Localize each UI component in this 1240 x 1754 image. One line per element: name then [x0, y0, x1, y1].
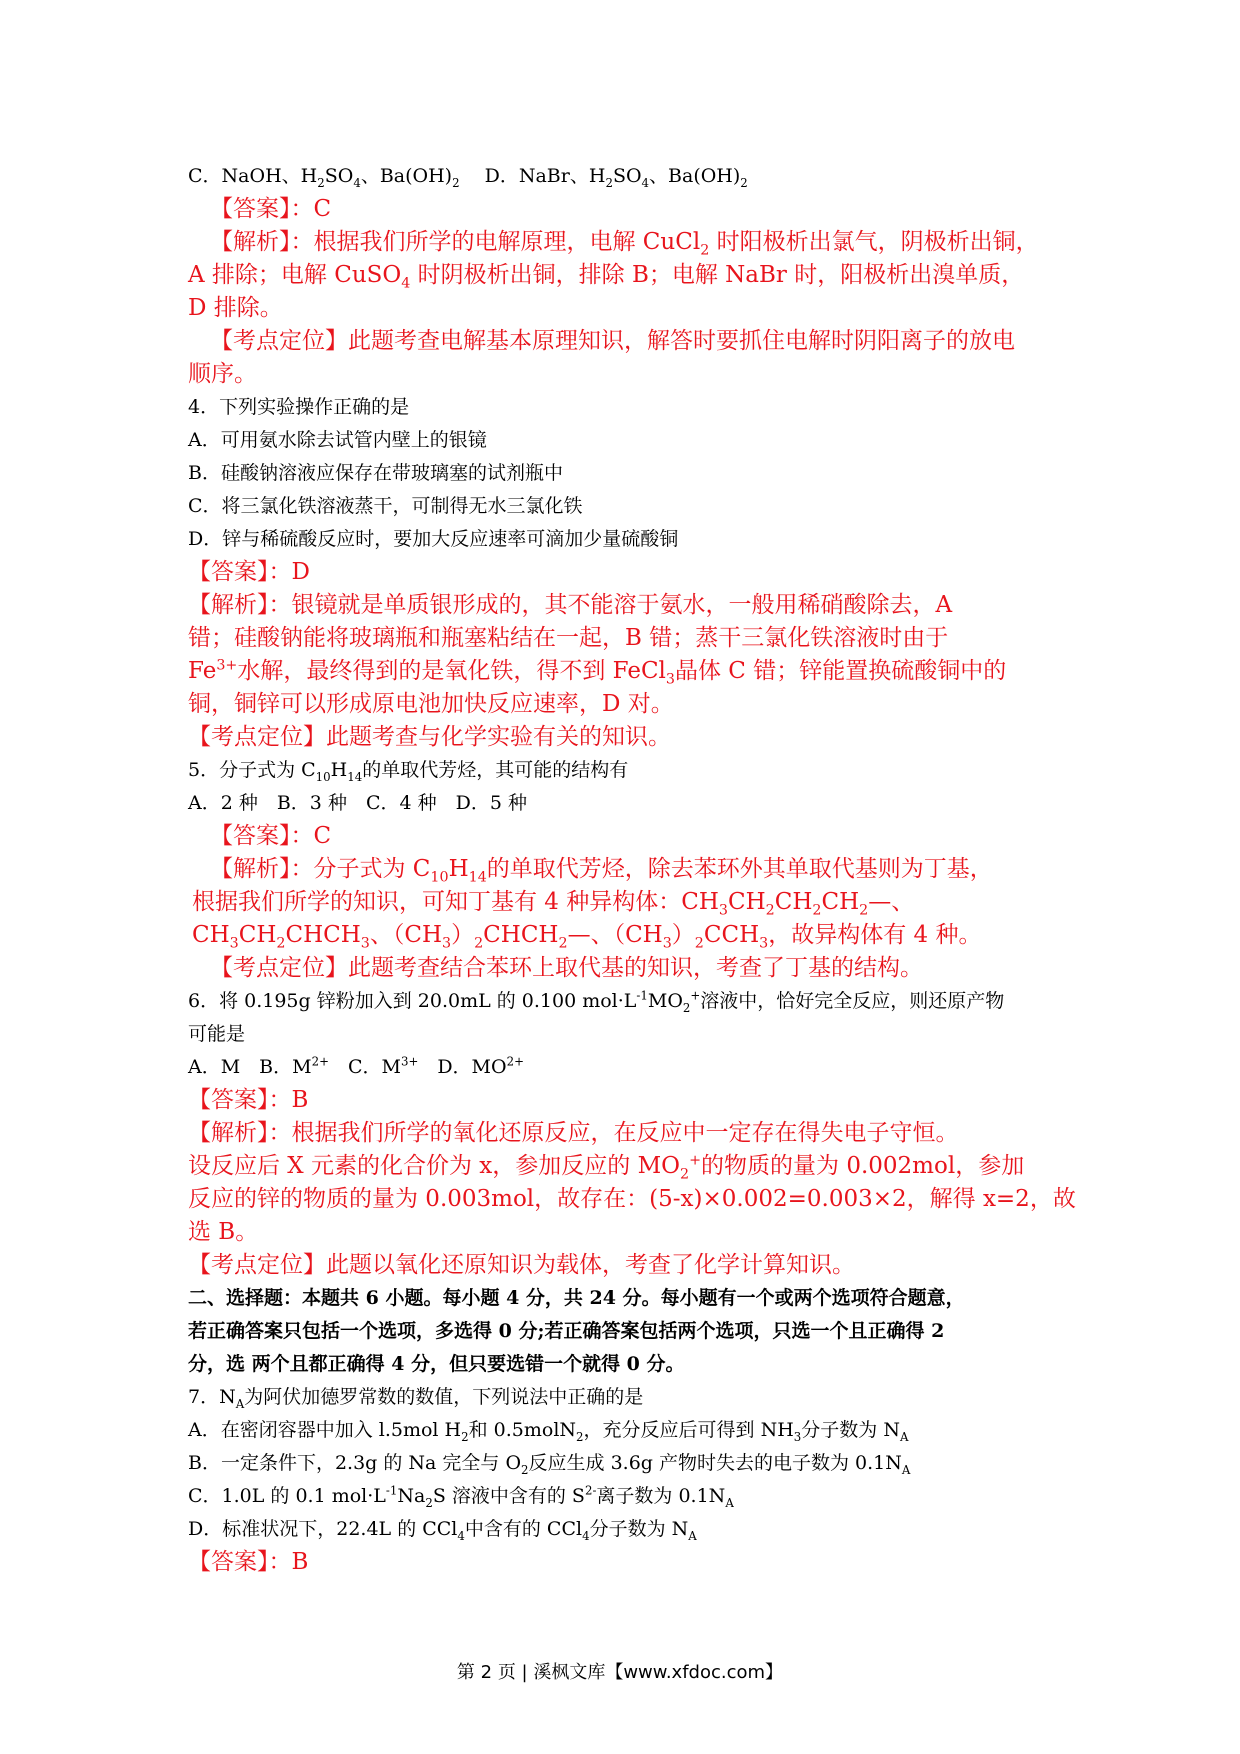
q5-point: 【考点定位】此题考查结合苯环上取代基的知识，考查了丁基的结构。	[210, 955, 923, 981]
q4-analysis-line-2: 错；硅酸钠能将玻璃瓶和瓶塞粘结在一起，B 错；蒸干三氯化铁溶液时由于	[188, 625, 949, 651]
q3-point-line-1: 【考点定位】此题考查电解基本原理知识，解答时要抓住电解时阴阳离子的放电	[210, 328, 1015, 354]
page-footer: 第 2 页 | 溪枫文库【www.xfdoc.com】	[456, 1662, 784, 1683]
q7-option-c: C．1.0L 的 0.1 $mol\cdot L^{-1}Na_2S$ 溶液中含有的 $S^{2-}$离子数为 $0.1N_A$	[188, 1483, 734, 1510]
q4-point: 【考点定位】此题考查与化学实验有关的知识。	[188, 724, 671, 750]
q3-point-line-2: 顺序。	[188, 361, 257, 387]
q6-options: A．M B．$M^{2+}$ C．$M^{3+}$ D．$MO^{2+}$	[188, 1054, 524, 1078]
document-page	[188, 160, 1076, 1579]
q6-point: 【考点定位】此题以氧化还原知识为载体，考查了化学计算知识。	[188, 1252, 855, 1278]
q5-analysis-line-2: 根据我们所学的知识，可知丁基有 4 种异构体：$CH_3CH_2CH_2CH_2—$、	[192, 889, 915, 919]
q4-analysis-line-4: 铜，铜锌可以形成原电池加快反应速率，D 对。	[188, 691, 674, 717]
q5-analysis-line-3: $CH_3CH_2CHCH_3$、$(CH_3)_2CHCH_2—$、$(CH_3)_2CCH_3$，故异构体有 4 种。	[192, 922, 982, 952]
q3-analysis-line-2: A 排除；电解 CuSO$_4$ 时阴极析出铜，排除 B；电解 NaBr 时，阳极析出溴单质，	[188, 262, 1025, 292]
q5-analysis-line-1: 【解析】：分子式为 $C_{10}H_{14}$的单取代芳烃，除去苯环外其单取代基则为丁基，	[210, 856, 993, 886]
q6-analysis-line-1: 【解析】：根据我们所学的氧化还原反应，在反应中一定存在得失电子守恒。	[188, 1120, 959, 1146]
q6-stem-line-2: 可能是	[188, 1023, 246, 1045]
q5-options: A．2 种 B．3 种 C．4 种 D．5 种	[188, 792, 527, 814]
q4-option-a: A．可用氨水除去试管内壁上的银镜	[188, 429, 487, 451]
q3-analysis-line-3: D 排除。	[188, 295, 283, 321]
q6-stem-line-1: 6．将 0.195g 锌粉加入到 20.0mL 的 0.100 $mol\cdot L^{-1}MO_2^+$溶液中，恰好完全反应，则还原产物	[188, 988, 1005, 1015]
q6-analysis-line-2: 设反应后 X 元素的化合价为 x，参加反应的 $MO_2^+$的物质的量为 0.002mol，参加	[188, 1152, 1025, 1183]
section-2-heading-line-3: 分，选 两个且都正确得 4 分，但只要选错一个就得 0 分。	[188, 1353, 685, 1375]
q7-option-a: A．在密闭容器中加入 l.5mol $H_2$和 0.5molN$_2$，充分反应后可得到 $NH_3$分子数为 $N_A$	[188, 1419, 909, 1444]
q4-option-d: D．锌与稀硫酸反应时，要加大反应速率可滴加少量硫酸铜	[188, 528, 679, 550]
q4-stem: 4．下列实验操作正确的是	[188, 396, 410, 418]
q7-option-b: B．一定条件下，2.3g 的 Na 完全与 $O_2$反应生成 3.6g 产物时失去的电子数为 $0.1N_A$	[188, 1452, 911, 1477]
q5-answer: 【答案】：C	[210, 823, 332, 849]
q3-options-cd: C．NaOH、$H_2SO_4$、$Ba(OH)_2$ D．NaBr、$H_2SO_4$、$Ba(OH)_2$	[188, 165, 748, 190]
q7-stem: 7．$N_A$为阿伏加德罗常数的数值，下列说法中正确的是	[188, 1386, 644, 1411]
q4-option-b: B．硅酸钠溶液应保存在带玻璃塞的试剂瓶中	[188, 462, 563, 484]
q3-analysis-line-1: 【解析】：根据我们所学的电解原理，电解 CuCl$_2$ 时阳极析出氯气，阴极析出铜，	[210, 229, 1039, 259]
q4-analysis-line-1: 【解析】：银镜就是单质银形成的，其不能溶于氨水，一般用稀硝酸除去，A	[188, 592, 953, 618]
q3-answer: 【答案】：C	[210, 196, 332, 222]
q4-option-c: C．将三氯化铁溶液蒸干，可制得无水三氯化铁	[188, 495, 583, 517]
q6-analysis-line-3: 反应的锌的物质的量为 0.003mol，故存在：(5-x)×0.002=0.003×2，解得 x=2，故	[188, 1186, 1076, 1212]
q6-analysis-line-4: 选 B。	[188, 1219, 259, 1245]
q7-answer: 【答案】：B	[188, 1549, 309, 1575]
q6-answer: 【答案】：B	[188, 1087, 309, 1113]
section-2-heading-line-2: 若正确答案只包括一个选项，多选得 0 分;若正确答案包括两个选项，只选一个且正确得 2	[188, 1320, 945, 1342]
q4-analysis-line-3: $Fe^{3+}$水解，最终得到的是氧化铁，得不到 FeCl$_3$晶体 C 错；锌能置换硫酸铜中的	[188, 657, 1007, 688]
q7-option-d: D．标准状况下，22.4L 的 CCl$_4$中含有的 CCl$_4$分子数为 $N_A$	[188, 1518, 697, 1543]
q5-stem: 5．分子式为 $C_{10}H_{14}$的单取代芳烃，其可能的结构有	[188, 759, 629, 784]
section-2-heading-line-1: 二、选择题：本题共 6 小题。每小题 4 分，共 24 分。每小题有一个或两个选项符合题意，	[188, 1287, 965, 1309]
q4-answer: 【答案】：D	[188, 559, 310, 585]
